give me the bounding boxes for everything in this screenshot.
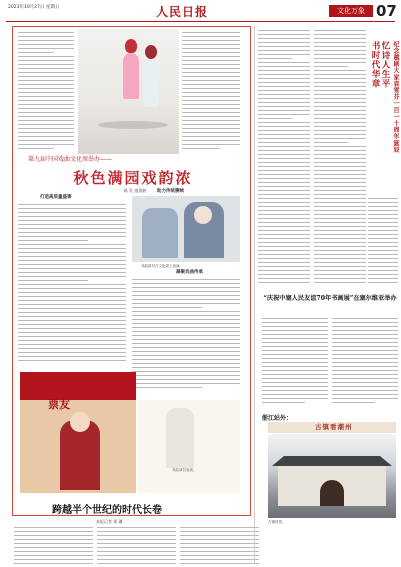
body-text-block	[18, 32, 74, 150]
article-byline: 本报记者 郑 珊	[96, 519, 123, 524]
opera-stage-photo	[132, 196, 240, 262]
body-text-block	[332, 318, 398, 408]
column-divider	[254, 26, 255, 564]
body-text-block	[180, 527, 259, 565]
banner-line-2: 忆诗人生平	[380, 41, 390, 89]
article-headline: 跨越半个世纪的时代长卷	[52, 505, 162, 516]
opera-performance-photo	[78, 29, 179, 154]
body-text-block	[132, 279, 240, 393]
feature-byline: 陈 发 施嘉帆	[123, 188, 147, 193]
body-text-block	[262, 318, 328, 408]
body-text-block	[97, 527, 176, 565]
banner-line-3: 书时代华章	[370, 41, 380, 89]
issue-date: 2023年10月27日 星期五	[8, 5, 60, 10]
banner-line-1: 纪念越剧大家袁雪芬一百一十周年诞辰	[392, 41, 399, 154]
feature-headline: 秋色满园戏韵浓	[73, 169, 193, 187]
photo-caption: 戏曲演员在文化周上表演。	[141, 264, 183, 268]
opera-actor-photo	[138, 400, 240, 493]
body-text-block	[258, 30, 310, 288]
news-headline: “庆祝中塞人民友谊70年书画展”在塞尔维亚举办	[263, 295, 397, 302]
feature-series-label: 第九届中国戏曲文化周举办——	[28, 156, 113, 163]
opera-poster-photo: 票友	[20, 372, 136, 493]
newspaper-logo: 人民日报	[156, 5, 209, 19]
header-rule	[6, 21, 395, 22]
body-text-block	[18, 204, 126, 366]
body-text-block	[314, 30, 366, 288]
subhead-heritage: 助力传统赓续	[157, 189, 184, 194]
ancient-town-photo	[268, 434, 396, 518]
ancient-town-caption: 古镇风景。	[268, 520, 286, 524]
page-number: 07	[376, 2, 397, 20]
subhead-legacy: 凝聚戏曲传承	[176, 270, 203, 275]
commemoration-banner	[369, 41, 399, 193]
section-badge: 文化万象	[329, 5, 373, 17]
ancient-town-label: 古镇看潮州	[315, 423, 353, 431]
page-header	[6, 3, 395, 21]
body-text-block	[368, 198, 398, 288]
photo-caption-2: 戏曲演员表演。	[172, 468, 197, 472]
body-text-block	[182, 32, 240, 150]
subhead-quality: 打造高质量盛事	[40, 195, 72, 200]
region-label: 浙江站外：	[262, 415, 293, 422]
body-text-block	[14, 527, 93, 565]
